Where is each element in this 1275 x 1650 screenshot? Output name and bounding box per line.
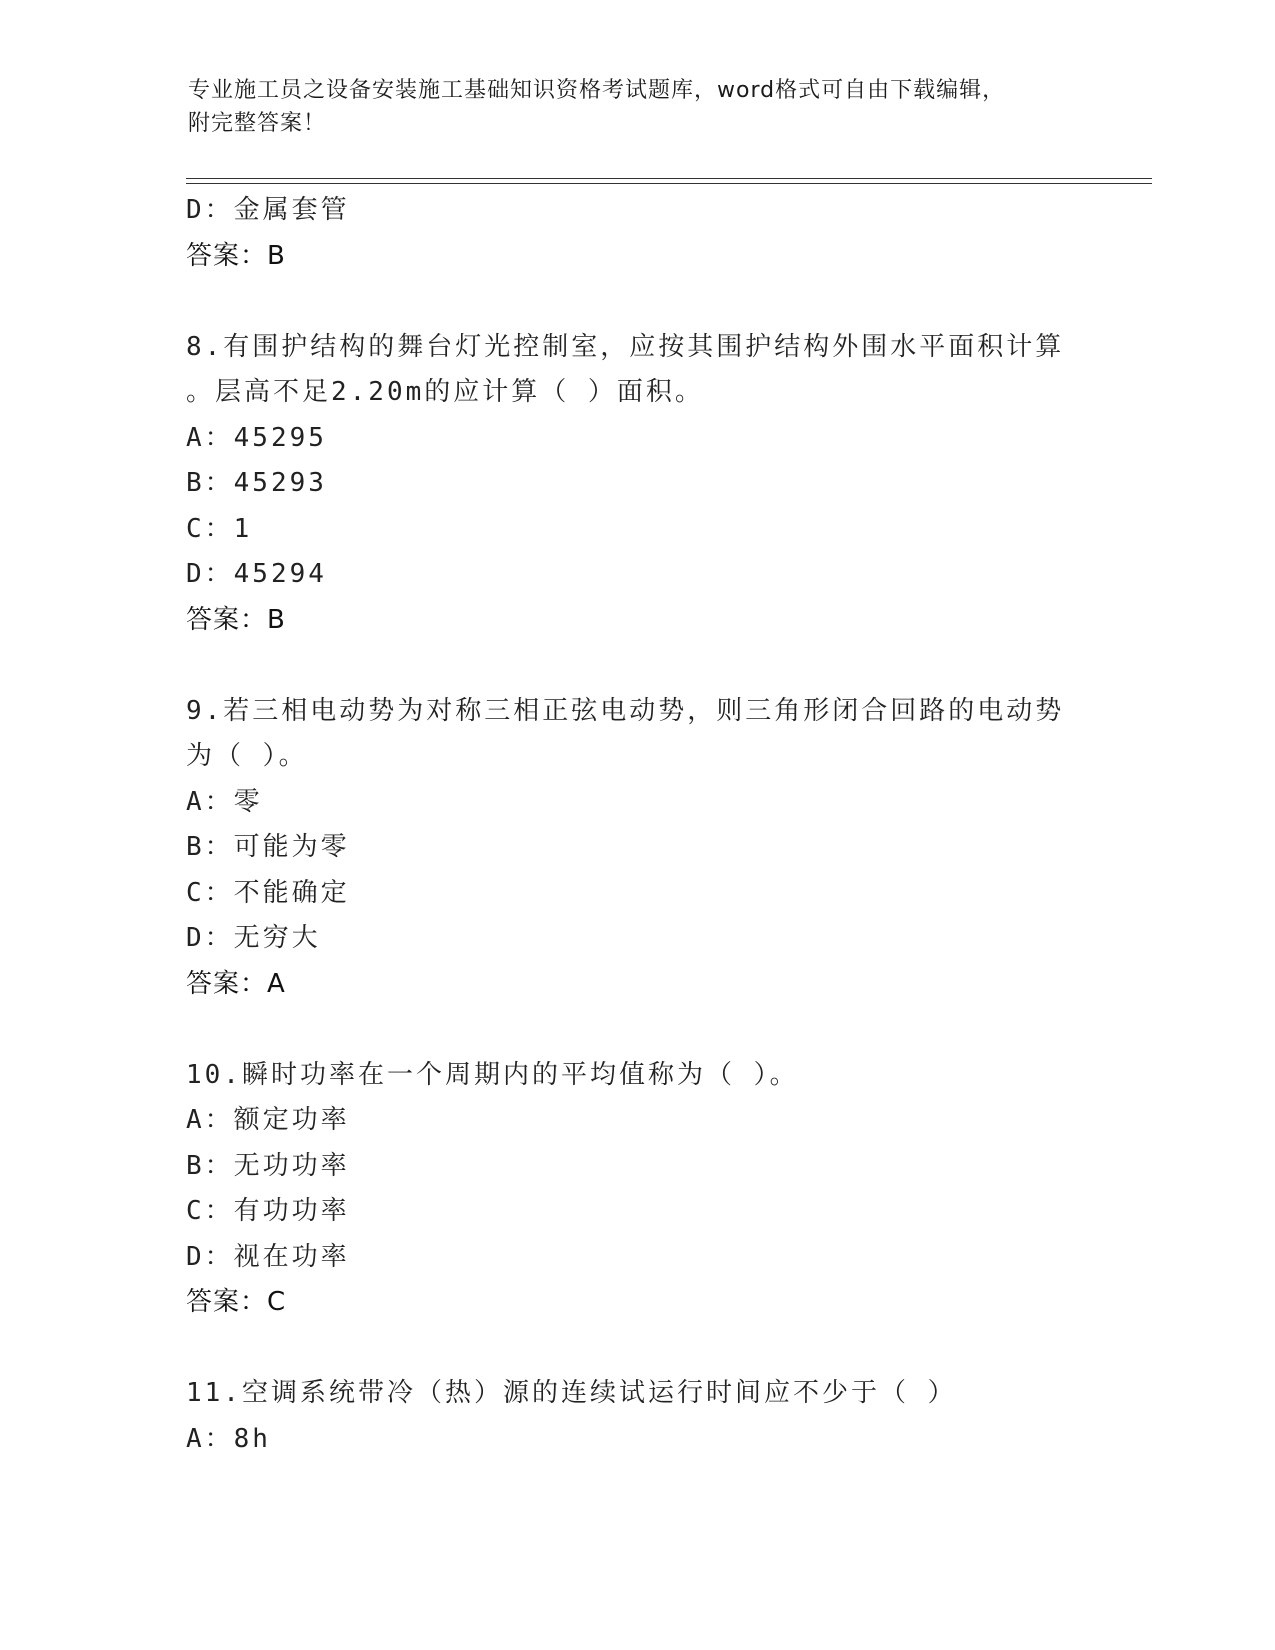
answer-line: 答案：B xyxy=(186,240,286,271)
question-stem-line-2: 。层高不足2.20m的应计算（ ）面积。 xyxy=(186,377,704,407)
option-b: B：无功功率 xyxy=(186,1150,350,1181)
option-c: C：有功功率 xyxy=(186,1196,350,1226)
question-list xyxy=(186,188,1086,1462)
question-stem-line-1: 11.空调系统带冷（热）源的连续试运行时间应不少于（ ） xyxy=(186,1378,957,1408)
question-stem-line-2: 为（ ）。 xyxy=(186,741,308,771)
option-a: A：零 xyxy=(186,786,263,817)
spacer xyxy=(186,1326,1086,1372)
option-a: A：45295 xyxy=(186,422,327,453)
question-8 xyxy=(186,325,1086,644)
option-d: D：无穷大 xyxy=(186,923,321,953)
spacer xyxy=(186,1007,1086,1053)
spacer xyxy=(186,279,1086,325)
answer-line: 答案：B xyxy=(186,604,286,635)
header-line-1: 专业施工员之设备安装施工基础知识资格考试题库，word格式可自由下载编辑， xyxy=(188,78,1006,103)
question-stem-line-1: 8.有围护结构的舞台灯光控制室，应按其围护结构外围水平面积计算 xyxy=(186,331,1065,362)
spacer xyxy=(186,643,1086,689)
option-a: A：额定功率 xyxy=(186,1105,350,1135)
previous-question-tail xyxy=(186,188,1086,279)
header-divider-top xyxy=(186,178,1152,179)
option-d: D：视在功率 xyxy=(186,1241,350,1272)
header-divider-bottom xyxy=(186,183,1152,184)
answer-line: 答案：A xyxy=(186,968,286,999)
question-stem-line-1: 9.若三相电动势为对称三相正弦电动势，则三角形闭合回路的电动势 xyxy=(186,695,1065,726)
document-header xyxy=(188,74,1068,140)
header-line-2: 附完整答案！ xyxy=(188,111,327,136)
answer-line: 答案：C xyxy=(186,1287,287,1317)
option-d: D：金属套管 xyxy=(186,195,350,225)
question-stem-line-1: 10.瞬时功率在一个周期内的平均值称为（ ）。 xyxy=(186,1059,799,1090)
option-b: B：45293 xyxy=(186,468,327,498)
option-d: D：45294 xyxy=(186,559,327,589)
option-c: C：1 xyxy=(186,513,253,544)
option-c: C：不能确定 xyxy=(186,877,350,908)
option-a: A：8h xyxy=(186,1423,271,1454)
option-b: B：可能为零 xyxy=(186,832,350,862)
question-10 xyxy=(186,1053,1086,1326)
question-11 xyxy=(186,1371,1086,1462)
question-9 xyxy=(186,689,1086,1008)
